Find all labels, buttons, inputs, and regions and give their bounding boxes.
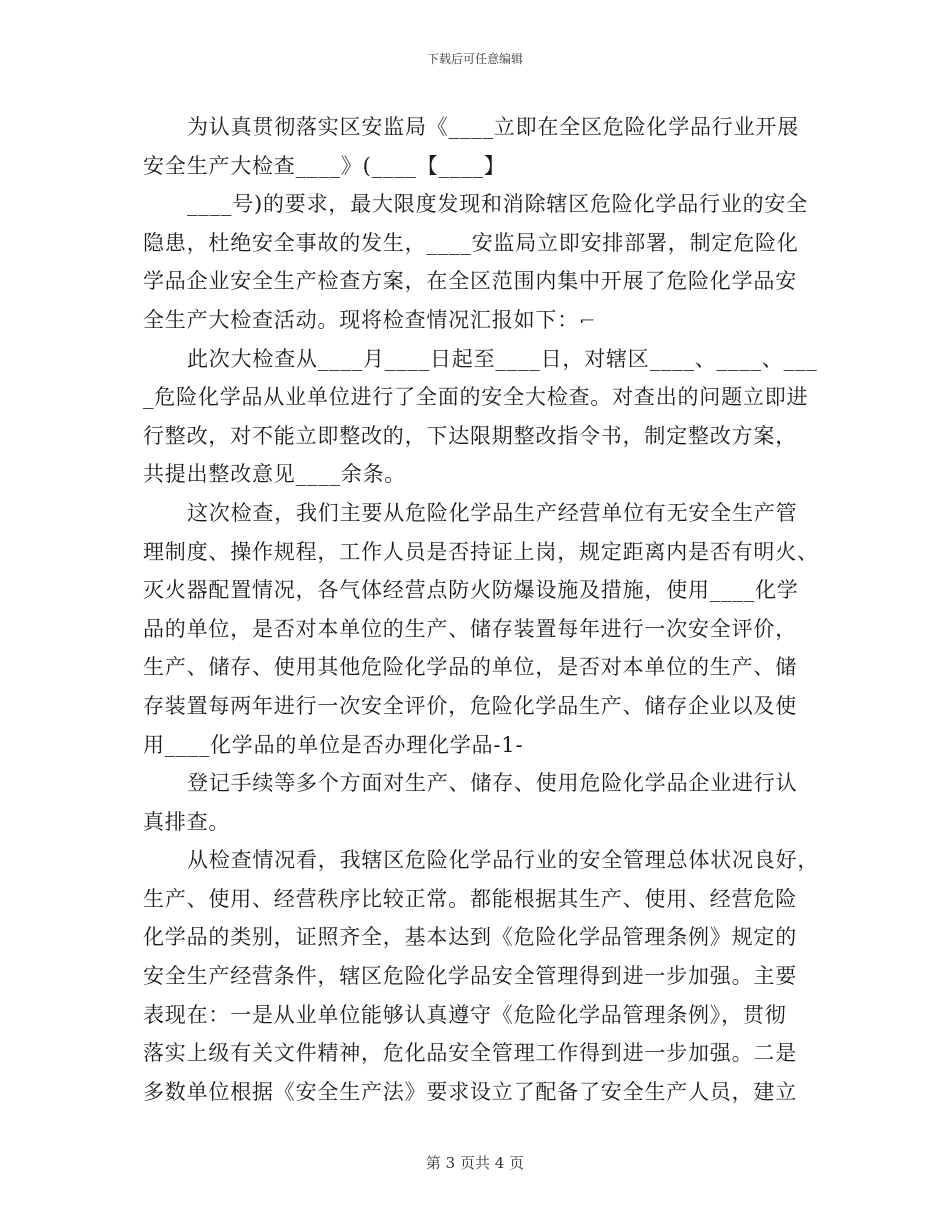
text-line: [143, 918, 808, 957]
text-line-content: 隐患，杜绝安全事故的发生，____安监局立即安排部署，制定危险化: [143, 230, 799, 255]
text-line-content: 理制度、操作规程，工作人员是否持证上岗，规定距离内是否有明火、: [143, 539, 819, 564]
text-line: [143, 610, 808, 649]
text-line: [143, 803, 808, 842]
text-line-content: 行整改，对不能立即整改的，下达限期整改指令书，制定整改方案，: [143, 423, 797, 448]
text-line: [143, 224, 808, 263]
page-header: 下载后可任意编辑: [426, 52, 523, 66]
text-line: [143, 378, 808, 417]
text-line-content: 此次大检查从____月____日起至____日，对辖区____、____、___: [187, 346, 818, 371]
text-line-content: 从检查情况看，我辖区危险化学品行业的安全管理总体状况良好，: [187, 848, 820, 873]
text-line: [143, 687, 808, 726]
text-line-content: 生产、使用、经营秩序比较正常。都能根据其生产、使用、经营危险: [143, 886, 797, 911]
text-line-content: 为认真贯彻落实区安监局《____立即在全区危险化学品行业开展: [187, 115, 799, 139]
text-line: [143, 262, 808, 301]
text-line-content: 这次检查，我们主要从危险化学品生产经营单位有无安全生产管: [187, 500, 798, 525]
text-line-content: 安全生产大检查____》(____【____】: [143, 153, 506, 178]
text-line-content: 生产、储存、使用其他危险化学品的单位，是否对本单位的生产、储: [143, 655, 797, 680]
text-line: [143, 147, 808, 186]
text-line-content: 落实上级有关文件精神，危化品安全管理工作得到进一步加强。二是: [143, 1041, 797, 1066]
text-line: [143, 494, 808, 533]
text-line-content: 真排查。: [143, 809, 231, 834]
text-line: [143, 648, 808, 687]
text-line: [143, 841, 820, 880]
text-line: [143, 417, 808, 456]
text-line: [143, 185, 808, 224]
text-line-content: 学品企业安全生产检查方案，在全区范围内集中开展了危险化学品安: [143, 269, 797, 294]
text-line: [143, 957, 808, 996]
text-line: [143, 764, 808, 803]
text-line-content: 化学品的类别，证照齐全，基本达到《危险化学品管理条例》规定的: [143, 925, 797, 950]
text-line: [143, 533, 819, 572]
text-line-content: 表现在：一是从业单位能够认真遵守《危险化学品管理条例》，贯彻: [143, 1002, 787, 1027]
text-line-content: 共提出整改意见____余条。: [143, 462, 407, 487]
text-line: [143, 1073, 808, 1112]
text-line-content: 全生产大检查活动。现将检查情况汇报如下：: [143, 307, 579, 332]
text-line-content: ____号)的要求，最大限度发现和消除辖区危险化学品行业的安全: [187, 192, 808, 217]
text-line-content: 存装置每两年进行一次安全评价，危险化学品生产、储存企业以及使: [143, 693, 797, 718]
page-footer: 第 3 页共 4 页: [425, 1154, 525, 1172]
text-line: [143, 726, 808, 765]
text-line-content: 品的单位，是否对本单位的生产、储存装置每年进行一次安全评价，: [143, 616, 797, 641]
text-line: [143, 340, 818, 379]
text-line: [143, 1034, 808, 1073]
text-line-content: 登记手续等多个方面对生产、储存、使用危险化学品企业进行认: [187, 771, 798, 796]
text-line-content: _危险化学品从业单位进行了全面的安全大检查。对查出的问题立即进: [143, 385, 809, 410]
text-line: [143, 880, 808, 919]
text-line: [143, 996, 808, 1035]
text-line: [143, 455, 808, 494]
stray-mark-glyph: ⌐: [579, 312, 597, 328]
text-line: [143, 108, 808, 147]
document-body: [143, 108, 820, 1111]
text-line: [143, 571, 808, 610]
text-line: [143, 301, 808, 340]
text-line-content: 用____化学品的单位是否办理化学品-1-: [143, 732, 524, 757]
text-line-content: 灭火器配置情况，各气体经营点防火防爆设施及措施，使用____化学: [143, 578, 799, 603]
text-line-content: 多数单位根据《安全生产法》要求设立了配备了安全生产人员，建立: [143, 1079, 797, 1104]
text-line-content: 安全生产经营条件，辖区危险化学品安全管理得到进一步加强。主要: [143, 964, 797, 989]
